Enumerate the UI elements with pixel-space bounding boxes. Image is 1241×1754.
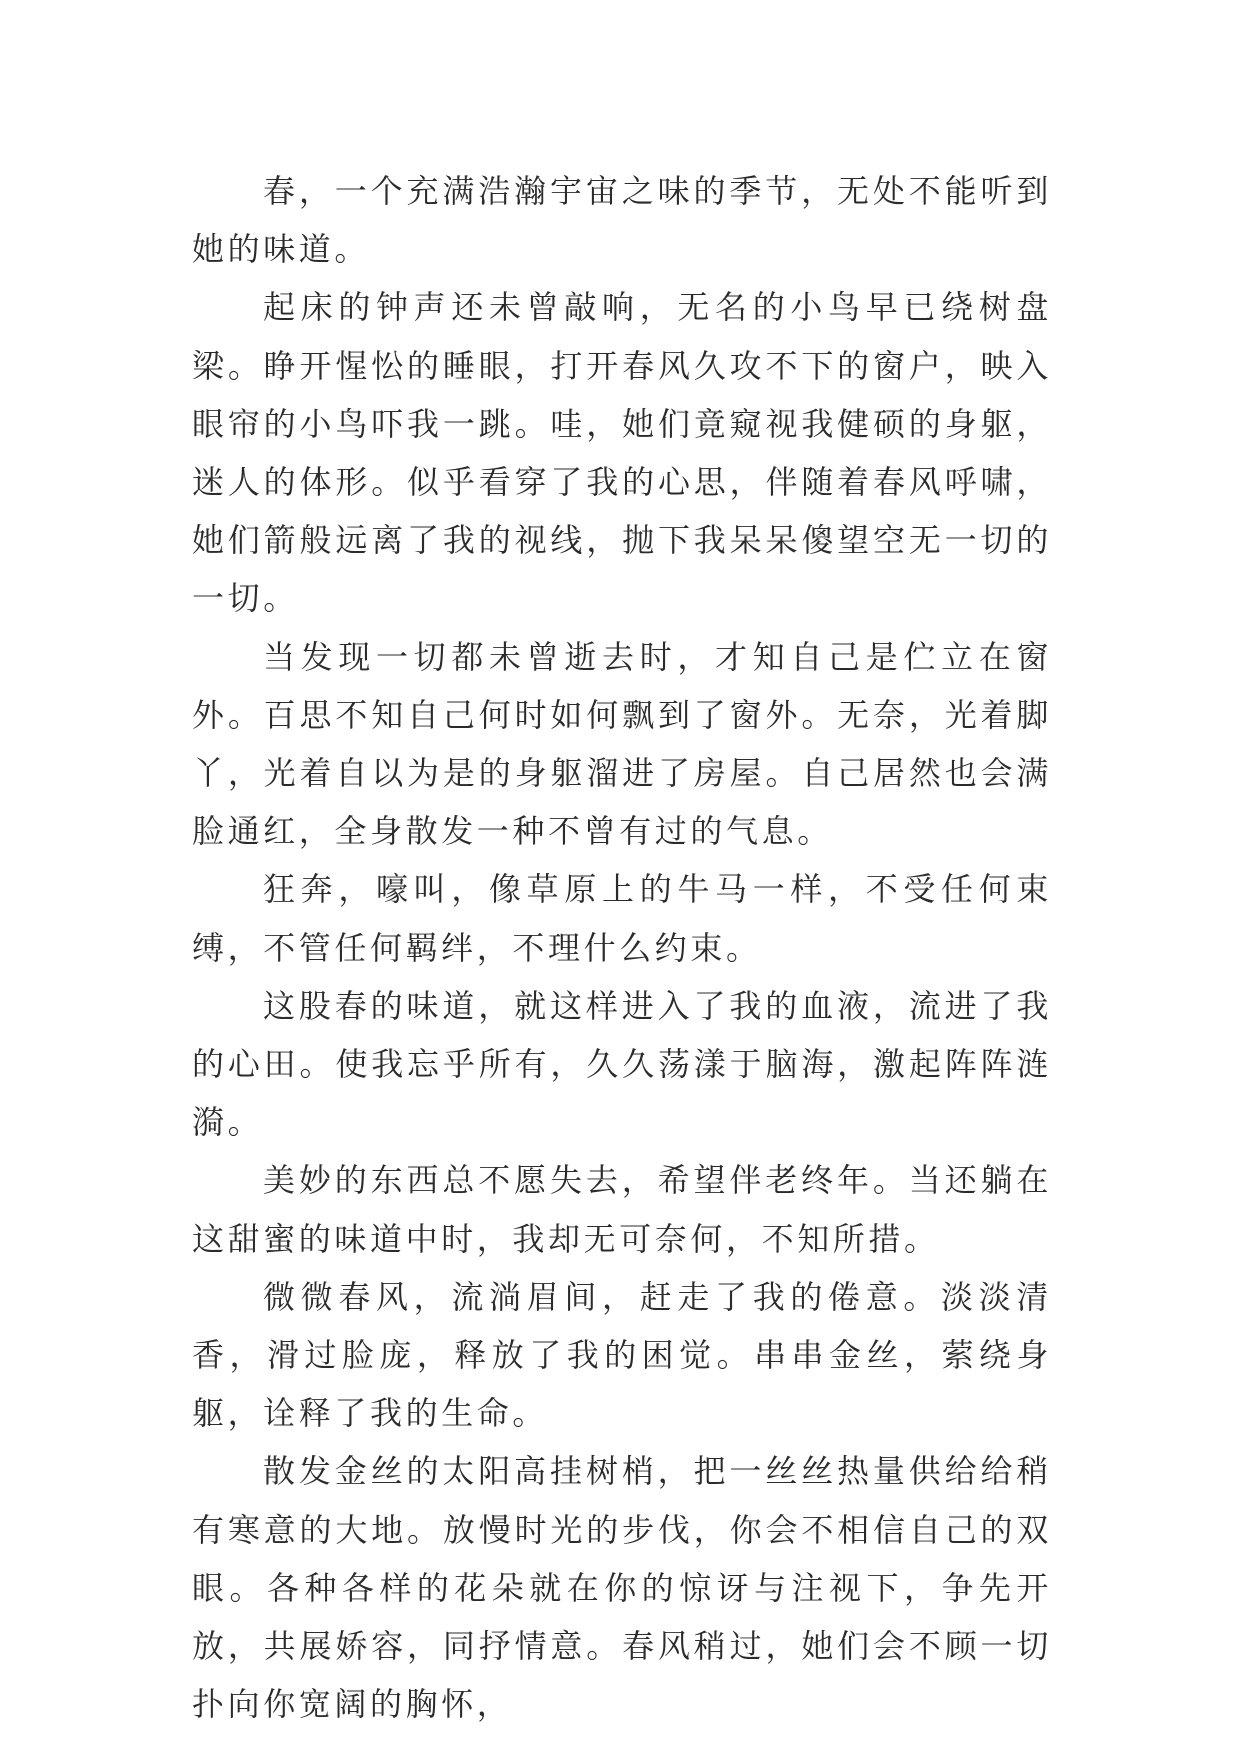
paragraph-3: 当发现一切都未曾逝去时，才知自己是伫立在窗外。百思不知自己何时如何飘到了窗外。无奈，光着脚丫，光着自以为是的身躯溜进了房屋。自己居然也会满脸通红，全身散发一种不曾有过的气息。 xyxy=(192,637,1052,851)
document-page xyxy=(192,162,1052,1733)
paragraph-8: 散发金丝的太阳高挂树梢，把一丝丝热量供给给稍有寒意的大地。放慢时光的步伐，你会不相信自己的双眼。各种各样的花朵就在你的惊讶与注视下，争先开放，共展娇容，同抒情意。春风稍过，她们会不顾一切扑向你宽阔的胸怀， xyxy=(192,1452,1052,1724)
paragraph-6: 美妙的东西总不愿失去，希望伴老终年。当还躺在这甜蜜的味道中时，我却无可奈何，不知所措。 xyxy=(192,1161,1052,1258)
paragraph-7: 微微春风，流淌眉间，赶走了我的倦意。淡淡清香，滑过脸庞，释放了我的困觉。串串金丝，萦绕身躯，诠释了我的生命。 xyxy=(192,1277,1052,1433)
paragraph-1: 春，一个充满浩瀚宇宙之味的季节，无处不能听到她的味道。 xyxy=(192,172,1052,269)
paragraph-2: 起床的钟声还未曾敲响，无名的小鸟早已绕树盘梁。睁开惺忪的睡眼，打开春风久攻不下的窗户，映入眼帘的小鸟吓我一跳。哇，她们竟窥视我健硕的身躯，迷人的体形。似乎看穿了我的心思，伴随着春风呼啸，她们箭般远离了我的视线，抛下我呆呆傻望空无一切的一切。 xyxy=(192,288,1052,618)
paragraph-5: 这股春的味道，就这样进入了我的血液，流进了我的心田。使我忘乎所有，久久荡漾于脑海，激起阵阵涟漪。 xyxy=(192,986,1052,1142)
paragraph-4: 狂奔，嚎叫，像草原上的牛马一样，不受任何束缚，不管任何羁绊，不理什么约束。 xyxy=(192,870,1052,967)
